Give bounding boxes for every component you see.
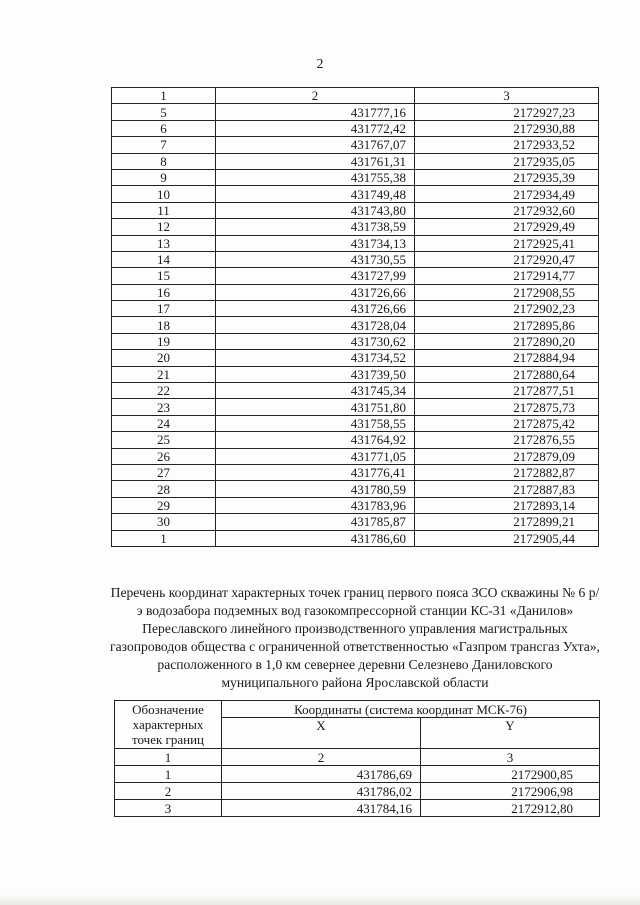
point-number-cell: 1	[115, 766, 222, 783]
x-coordinate-cell: 431726,66	[216, 301, 415, 317]
point-number-cell: 23	[112, 399, 216, 415]
point-number-cell: 25	[112, 432, 216, 448]
table-row	[115, 783, 600, 800]
point-number-cell: 17	[112, 301, 216, 317]
point-number-cell: 24	[112, 415, 216, 431]
y-coordinate-cell: 2172895,86	[415, 317, 599, 333]
y-coordinate-cell: 2172935,05	[415, 153, 599, 169]
table-row	[112, 366, 599, 382]
y-coordinate-cell: 2172882,87	[415, 464, 599, 480]
y-coordinate-cell: 2172933,52	[415, 137, 599, 153]
numbering-cell: 2	[222, 749, 421, 766]
column-numbering-row	[115, 749, 600, 766]
table-row	[112, 530, 599, 546]
x-coordinate-cell: 431734,13	[216, 235, 415, 251]
x-coordinate-cell: 431764,92	[216, 432, 415, 448]
y-coordinate-cell: 2172905,44	[415, 530, 599, 546]
coordinate-system-header: Координаты (система координат МСК-76)	[222, 701, 600, 718]
x-header: X	[222, 718, 421, 749]
table-row	[112, 399, 599, 415]
table-row	[112, 120, 599, 136]
y-coordinate-cell: 2172912,80	[421, 800, 600, 817]
x-coordinate-cell: 431745,34	[216, 383, 415, 399]
table-row	[112, 104, 599, 120]
point-number-cell: 14	[112, 251, 216, 267]
point-number-cell: 13	[112, 235, 216, 251]
table-row	[112, 268, 599, 284]
y-coordinate-cell: 2172930,88	[415, 120, 599, 136]
x-coordinate-cell: 431777,16	[216, 104, 415, 120]
table-row	[112, 448, 599, 464]
point-number-cell: 8	[112, 153, 216, 169]
table-row	[112, 317, 599, 333]
point-number-cell: 9	[112, 169, 216, 185]
x-coordinate-cell: 431739,50	[216, 366, 415, 382]
y-coordinate-cell: 2172884,94	[415, 350, 599, 366]
x-coordinate-cell: 431730,62	[216, 333, 415, 349]
point-number-cell: 27	[112, 464, 216, 480]
x-coordinate-cell: 431743,80	[216, 202, 415, 218]
point-number-cell: 29	[112, 497, 216, 513]
point-number-cell: 22	[112, 383, 216, 399]
point-number-cell: 26	[112, 448, 216, 464]
point-designation-header: Обозначение характерных точек границ	[115, 701, 222, 749]
y-coordinate-cell: 3	[415, 88, 599, 104]
point-number-cell: 12	[112, 219, 216, 235]
y-coordinate-cell: 2172875,42	[415, 415, 599, 431]
x-coordinate-cell: 431730,55	[216, 251, 415, 267]
table-row	[112, 432, 599, 448]
point-number-cell: 2	[115, 783, 222, 800]
y-coordinate-cell: 2172914,77	[415, 268, 599, 284]
x-coordinate-cell: 431772,42	[216, 120, 415, 136]
x-coordinate-cell: 2	[216, 88, 415, 104]
y-coordinate-cell: 2172929,49	[415, 219, 599, 235]
y-coordinate-cell: 2172890,20	[415, 333, 599, 349]
x-coordinate-cell: 431767,07	[216, 137, 415, 153]
x-coordinate-cell: 431783,96	[216, 497, 415, 513]
scan-edge	[0, 895, 640, 905]
x-coordinate-cell: 431758,55	[216, 415, 415, 431]
x-coordinate-cell: 431751,80	[216, 399, 415, 415]
y-coordinate-cell: 2172899,21	[415, 514, 599, 530]
table-row	[112, 350, 599, 366]
table-row	[112, 186, 599, 202]
x-coordinate-cell: 431780,59	[216, 481, 415, 497]
y-coordinate-cell: 2172927,23	[415, 104, 599, 120]
y-coordinate-cell: 2172893,14	[415, 497, 599, 513]
numbering-cell: 3	[421, 749, 600, 766]
coordinates-table-continued	[111, 87, 599, 547]
table-row	[112, 415, 599, 431]
point-number-cell: 11	[112, 202, 216, 218]
y-coordinate-cell: 2172876,55	[415, 432, 599, 448]
table-row	[112, 333, 599, 349]
x-coordinate-cell: 431786,60	[216, 530, 415, 546]
y-coordinate-cell: 2172906,98	[421, 783, 600, 800]
table-row	[112, 383, 599, 399]
point-number-cell: 6	[112, 120, 216, 136]
point-number-cell: 19	[112, 333, 216, 349]
y-coordinate-cell: 2172875,73	[415, 399, 599, 415]
table-row	[112, 514, 599, 530]
point-number-cell: 3	[115, 800, 222, 817]
point-number-cell: 7	[112, 137, 216, 153]
table-row	[112, 481, 599, 497]
table-row	[112, 301, 599, 317]
point-number-cell: 18	[112, 317, 216, 333]
point-number-cell: 20	[112, 350, 216, 366]
table-caption: Перечень координат характерных точек границ первого пояса ЗСО скважины № 6 р/э водозабора подземных вод газокомпрессорной станции КС-31 «Данилов» Переславского линейного производственного управления магистральных газопроводов общества с ограниченной ответственностью «Газпром трансгаз Ухта», расположенного в 1,0 км севернее деревни Селезнево Даниловского муниципального района Ярославской области	[110, 585, 600, 690]
x-coordinate-cell: 431755,38	[216, 169, 415, 185]
y-coordinate-cell: 2172920,47	[415, 251, 599, 267]
table-row	[115, 766, 600, 783]
y-coordinate-cell: 2172935,39	[415, 169, 599, 185]
y-coordinate-cell: 2172879,09	[415, 448, 599, 464]
y-coordinate-cell: 2172877,51	[415, 383, 599, 399]
table-row	[112, 202, 599, 218]
table-row	[115, 800, 600, 817]
table-row	[112, 219, 599, 235]
y-header: Y	[421, 718, 600, 749]
point-number-cell: 1	[112, 88, 216, 104]
y-coordinate-cell: 2172887,83	[415, 481, 599, 497]
point-number-cell: 21	[112, 366, 216, 382]
table-row	[112, 153, 599, 169]
x-coordinate-cell: 431749,48	[216, 186, 415, 202]
point-number-cell: 10	[112, 186, 216, 202]
table-row	[112, 137, 599, 153]
y-coordinate-cell: 2172925,41	[415, 235, 599, 251]
point-number-cell: 28	[112, 481, 216, 497]
table-row	[112, 251, 599, 267]
x-coordinate-cell: 431727,99	[216, 268, 415, 284]
table-row	[112, 169, 599, 185]
x-coordinate-cell: 431786,69	[222, 766, 421, 783]
coordinates-table-zone1	[114, 700, 600, 817]
table-header-row	[112, 88, 599, 104]
point-number-cell: 30	[112, 514, 216, 530]
x-coordinate-cell: 431785,87	[216, 514, 415, 530]
x-coordinate-cell: 431726,66	[216, 284, 415, 300]
x-coordinate-cell: 431728,04	[216, 317, 415, 333]
point-number-cell: 5	[112, 104, 216, 120]
numbering-cell: 1	[115, 749, 222, 766]
y-coordinate-cell: 2172880,64	[415, 366, 599, 382]
y-coordinate-cell: 2172902,23	[415, 301, 599, 317]
table-row	[112, 464, 599, 480]
point-number-cell: 16	[112, 284, 216, 300]
y-coordinate-cell: 2172908,55	[415, 284, 599, 300]
x-coordinate-cell: 431734,52	[216, 350, 415, 366]
x-coordinate-cell: 431771,05	[216, 448, 415, 464]
x-coordinate-cell: 431786,02	[222, 783, 421, 800]
table-row	[112, 497, 599, 513]
x-coordinate-cell: 431738,59	[216, 219, 415, 235]
x-coordinate-cell: 431761,31	[216, 153, 415, 169]
table-row	[112, 284, 599, 300]
y-coordinate-cell: 2172934,49	[415, 186, 599, 202]
x-coordinate-cell: 431784,16	[222, 800, 421, 817]
x-coordinate-cell: 431776,41	[216, 464, 415, 480]
y-coordinate-cell: 2172900,85	[421, 766, 600, 783]
table-row	[112, 235, 599, 251]
point-number-cell: 1	[112, 530, 216, 546]
page-number: 2	[316, 57, 324, 72]
table-header-row	[115, 701, 600, 718]
point-number-cell: 15	[112, 268, 216, 284]
y-coordinate-cell: 2172932,60	[415, 202, 599, 218]
